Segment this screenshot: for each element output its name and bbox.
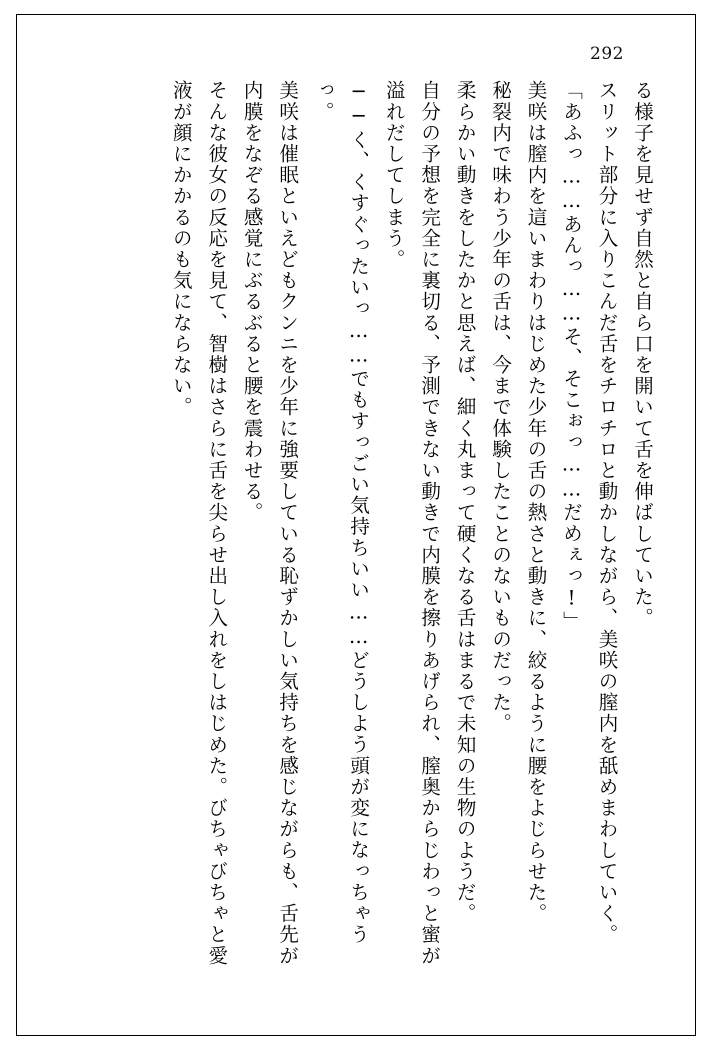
paragraph: 柔らかい動きをしたかと思えば、細く丸まって硬くなる舌はまるで未知の生物のようだ。 [453,80,477,924]
page-number: 292 [590,44,624,64]
paragraph: 美咲は催眠といえどもクンニを少年に強要している恥ずかしい気持ちを感じながらも、舌先が内膜をなぞる感覚にぶるぶると腰を震わせる。 [240,80,300,967]
paragraph: 秘裂内で味わう少年の舌は、今まで体験したことのないものだった。 [489,80,513,735]
paragraph: 自分の予想を完全に裏切る、予測できない動きで内膜を擦りあげられ、膣奥からじわっと蜜が溢れだしてしまう。 [382,80,442,967]
paragraph: 「あふっ……あんっ……そ、そこぉっ……だめぇっ!」 [560,80,584,632]
paragraph: 美咲は膣内を這いまわりはじめた少年の舌の熱さと動きに、絞るように腰をよじらせた。 [524,80,548,924]
paragraph: スリット部分に入りこんだ舌をチロチロと動かしながら、美咲の膣内を舐めまわしていく。 [595,80,619,946]
paragraph: そんな彼女の反応を見て、智樹はさらに舌を尖らせ出し入れをしはじめた。びちゃびちゃと愛液が顔にかかるのも気にならない。 [169,80,229,967]
paragraph: ──く、くすぐったいっ……でもすっごい気持ちいい……どうしよう頭が変になっちゃうっ。 [311,80,371,945]
body-text [60,80,660,980]
paragraph: る様子を見せず自然と自ら口を開いて舌を伸ばしていた。 [631,80,654,629]
